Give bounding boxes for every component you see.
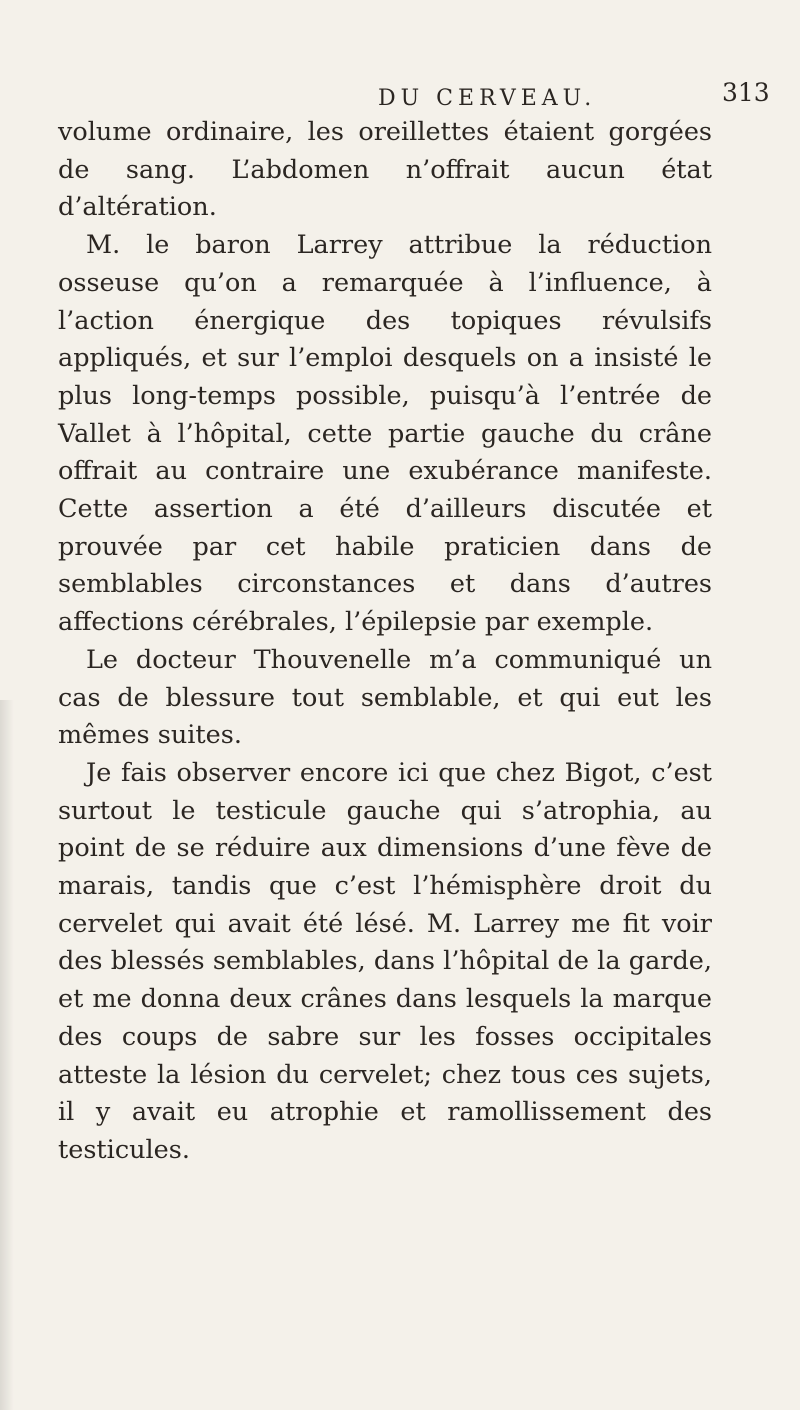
paragraph-larrey: M. le baron Larrey attribue la réduction osseuse qu’on a remarquée à l’influence, à l’action énergique des topiques révulsifs appliqués, et sur l’emploi desquels on a insisté le plus long-temps possible, puisqu’à l’entrée de Vallet à l’hôpital, cette partie gauche du crâne offrait au contraire une exubérance manifeste. Cette assertion a été d’ailleurs discutée et prouvée par cet habile praticien dans de semblables circonstances et dans d’autres affections cérébrales, l’épilepsie par exemple. [58, 230, 712, 638]
paragraph-thouvenelle: Le docteur Thouvenelle m’a communiqué un cas de blessure tout semblable, et qui eut les mêmes suites. [58, 644, 712, 751]
running-head [0, 78, 800, 116]
running-title: DU CERVEAU. [378, 86, 597, 111]
page-number: 313 [722, 78, 770, 107]
paragraph-continuation: volume ordinaire, les oreillettes étaient gorgées de sang. L’abdomen n’offrait aucun état d’altération. [58, 117, 712, 223]
paragraph-bigot: Je fais observer encore ici que chez Bigot, c’est surtout le testicule gauche qui s’atrophia, au point de se réduire aux dimensions d’une fève de marais, tandis que c’est l’hémisphère droit du cervelet qui avait été lésé. M. Larrey me fit voir des blessés semblables, dans l’hôpital de la garde, et me donna deux crânes dans lesquels la marque des coups de sabre sur les fosses occipitales atteste la lésion du cervelet; chez tous ces sujets, il y avait eu atrophie et ramollissement des testicules. [58, 757, 712, 1165]
page-edge-shadow [0, 700, 14, 1410]
body-text [58, 114, 712, 1170]
